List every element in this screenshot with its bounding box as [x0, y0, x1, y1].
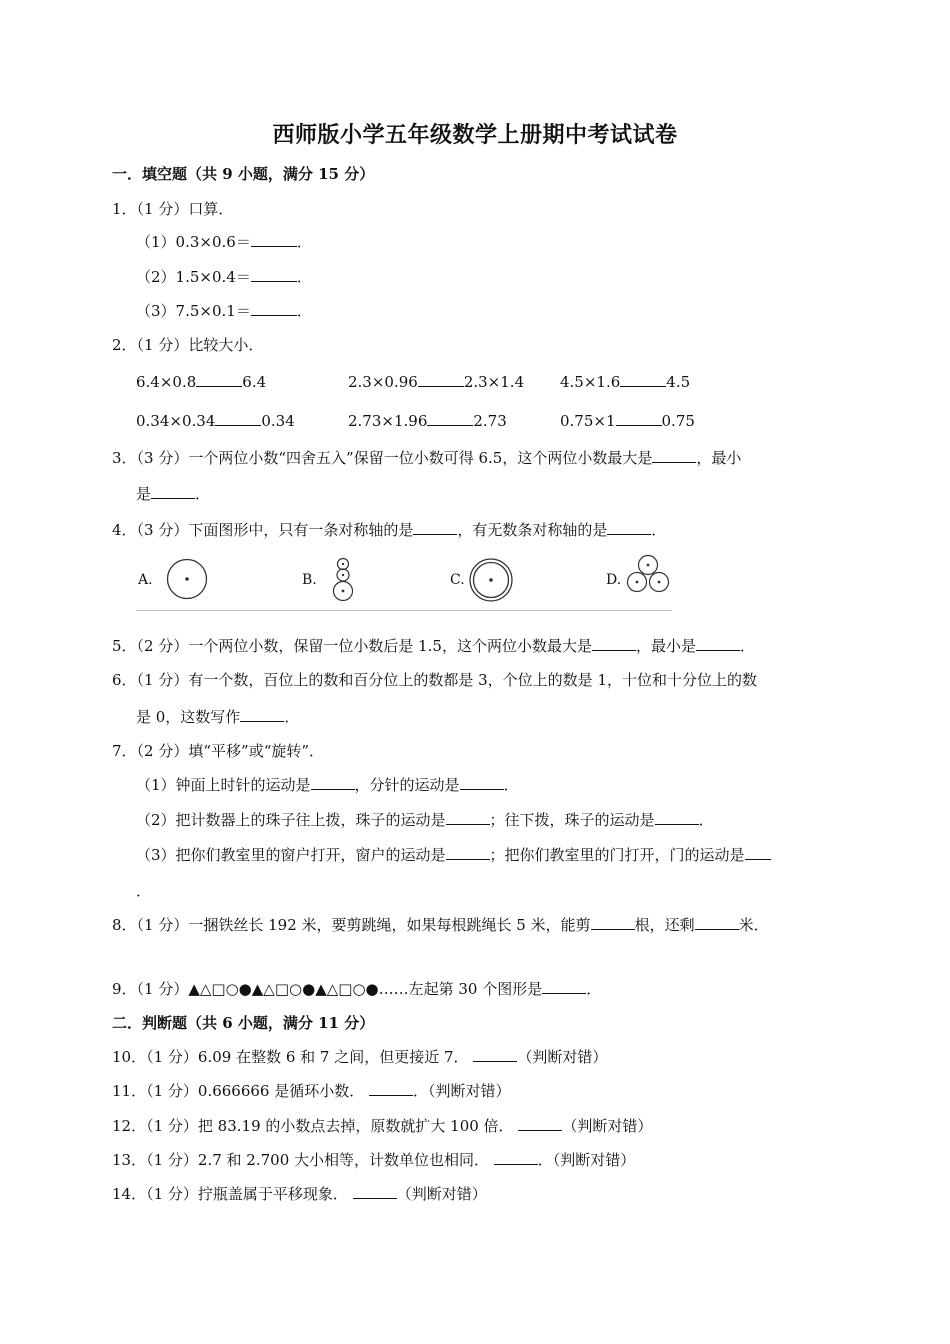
answer-blank[interactable] — [240, 706, 284, 722]
three-circles-icon — [624, 554, 672, 598]
question-1-item-2: （2）1.5×0.4＝ ． — [136, 268, 312, 286]
answer-blank[interactable] — [251, 300, 297, 316]
question-3-line-1: 3．（3 分）一个两位小数“四舍五入”保留一位小数可得 6.5，这个两位小数最大是 ，最小 — [112, 449, 742, 467]
question-7-stem: 7．（2 分）填“平移”或“旋转”． — [112, 742, 325, 760]
answer-blank[interactable] — [745, 844, 771, 860]
section-heading-fill-in: 一．填空题（共 9 小题，满分 15 分） — [112, 165, 375, 183]
answer-blank[interactable] — [446, 844, 490, 860]
question-11: 11．（1 分）0.666666 是循环小数． ．（判断对错） — [112, 1082, 511, 1100]
question-1-item-3: （3）7.5×0.1＝ ． — [136, 302, 312, 320]
answer-blank[interactable] — [655, 809, 699, 825]
figure-options — [136, 552, 672, 611]
answer-blank[interactable] — [413, 519, 457, 535]
figure-label-c: C. — [450, 572, 465, 588]
question-6-line-2: 是 0，这数写作 ． — [136, 708, 300, 726]
question-2-stem: 2．（1 分）比较大小． — [112, 336, 264, 354]
question-7-item-1: （1）钟面上时针的运动是 ，分针的运动是 ． — [136, 776, 519, 794]
figure-label-b: B. — [302, 572, 317, 588]
answer-blank[interactable] — [369, 1080, 413, 1096]
comparison-item: 2.73×1.96 2.73 — [348, 412, 507, 430]
answer-blank[interactable] — [607, 519, 651, 535]
answer-blank[interactable] — [446, 809, 490, 825]
answer-blank[interactable] — [418, 371, 464, 387]
answer-blank[interactable] — [460, 774, 504, 790]
question-5: 5．（2 分）一个两位小数，保留一位小数后是 1.5，这个两位小数最大是 ，最小是 ． — [112, 637, 756, 655]
section-heading-true-false: 二．判断题（共 6 小题，满分 11 分） — [112, 1014, 375, 1032]
question-10: 10．（1 分）6.09 在整数 6 和 7 之间，但更接近 7． （判断对错） — [112, 1048, 608, 1066]
answer-blank[interactable] — [215, 410, 261, 426]
answer-blank[interactable] — [251, 231, 297, 247]
comparison-item: 6.4×0.8 6.4 — [136, 373, 267, 391]
answer-blank[interactable] — [311, 774, 355, 790]
answer-blank[interactable] — [695, 914, 739, 930]
question-3-line-2: 是 ． — [136, 485, 211, 503]
answer-blank[interactable] — [494, 1149, 538, 1165]
answer-blank[interactable] — [151, 483, 195, 499]
answer-blank[interactable] — [591, 914, 635, 930]
answer-blank[interactable] — [652, 447, 696, 463]
question-12: 12．（1 分）把 83.19 的小数点去掉，原数就扩大 100 倍． （判断对错） — [112, 1117, 653, 1135]
page-title: 西师版小学五年级数学上册期中考试试卷 — [272, 122, 678, 148]
answer-blank[interactable] — [427, 410, 473, 426]
answer-blank[interactable] — [251, 266, 297, 282]
answer-blank[interactable] — [542, 978, 586, 994]
answer-blank[interactable] — [518, 1115, 562, 1131]
circle-with-center-icon — [166, 558, 210, 602]
question-14: 14．（1 分）拧瓶盖属于平移现象． （判断对错） — [112, 1185, 487, 1203]
answer-blank[interactable] — [353, 1183, 397, 1199]
comparison-item: 4.5×1.6 4.5 — [560, 373, 691, 391]
question-13: 13．（1 分）2.7 和 2.700 大小相等，计数单位也相同． ．（判断对错） — [112, 1151, 636, 1169]
question-9: 9．（1 分）▲△□○●▲△□○●▲△□○●……左起第 30 个图形是 ． — [112, 980, 602, 998]
answer-blank[interactable] — [620, 371, 666, 387]
question-7-item-3: （3）把你们教室里的窗户打开，窗户的运动是 ；把你们教室里的门打开，门的运动是 — [136, 844, 771, 866]
comparison-item: 0.34×0.34 0.34 — [136, 412, 295, 430]
comparison-item: 0.75×1 0.75 — [560, 412, 695, 430]
figure-label-d: D. — [606, 572, 622, 588]
answer-blank[interactable] — [196, 371, 242, 387]
comparison-item: 2.3×0.96 2.3×1.4 — [348, 373, 525, 391]
question-7-item-3-end: ． — [136, 882, 152, 900]
stacked-circles-icon — [330, 556, 356, 608]
answer-blank[interactable] — [473, 1046, 517, 1062]
figure-label-a: A. — [138, 572, 153, 588]
answer-blank[interactable] — [592, 635, 636, 651]
question-8: 8．（1 分）一捆铁丝长 192 米，要剪跳绳，如果每根跳绳长 5 米，能剪 根，还剩 米． — [112, 916, 769, 934]
concentric-circles-icon — [468, 557, 514, 603]
question-1-stem: 1．（1 分）口算． — [112, 200, 234, 218]
question-1-item-1: （1）0.3×0.6＝ ． — [136, 233, 312, 251]
answer-blank[interactable] — [616, 410, 662, 426]
question-4-stem: 4．（3 分）下面图形中，只有一条对称轴的是 ，有无数条对称轴的是 ． — [112, 521, 667, 539]
answer-blank[interactable] — [696, 635, 740, 651]
question-7-item-2: （2）把计数器上的珠子往上拨，珠子的运动是 ；往下拨，珠子的运动是 ． — [136, 811, 714, 829]
question-6-line-1: 6．（1 分）有一个数，百位上的数和百分位上的数都是 3，个位上的数是 1，十位和十分位上的数 — [112, 671, 757, 689]
